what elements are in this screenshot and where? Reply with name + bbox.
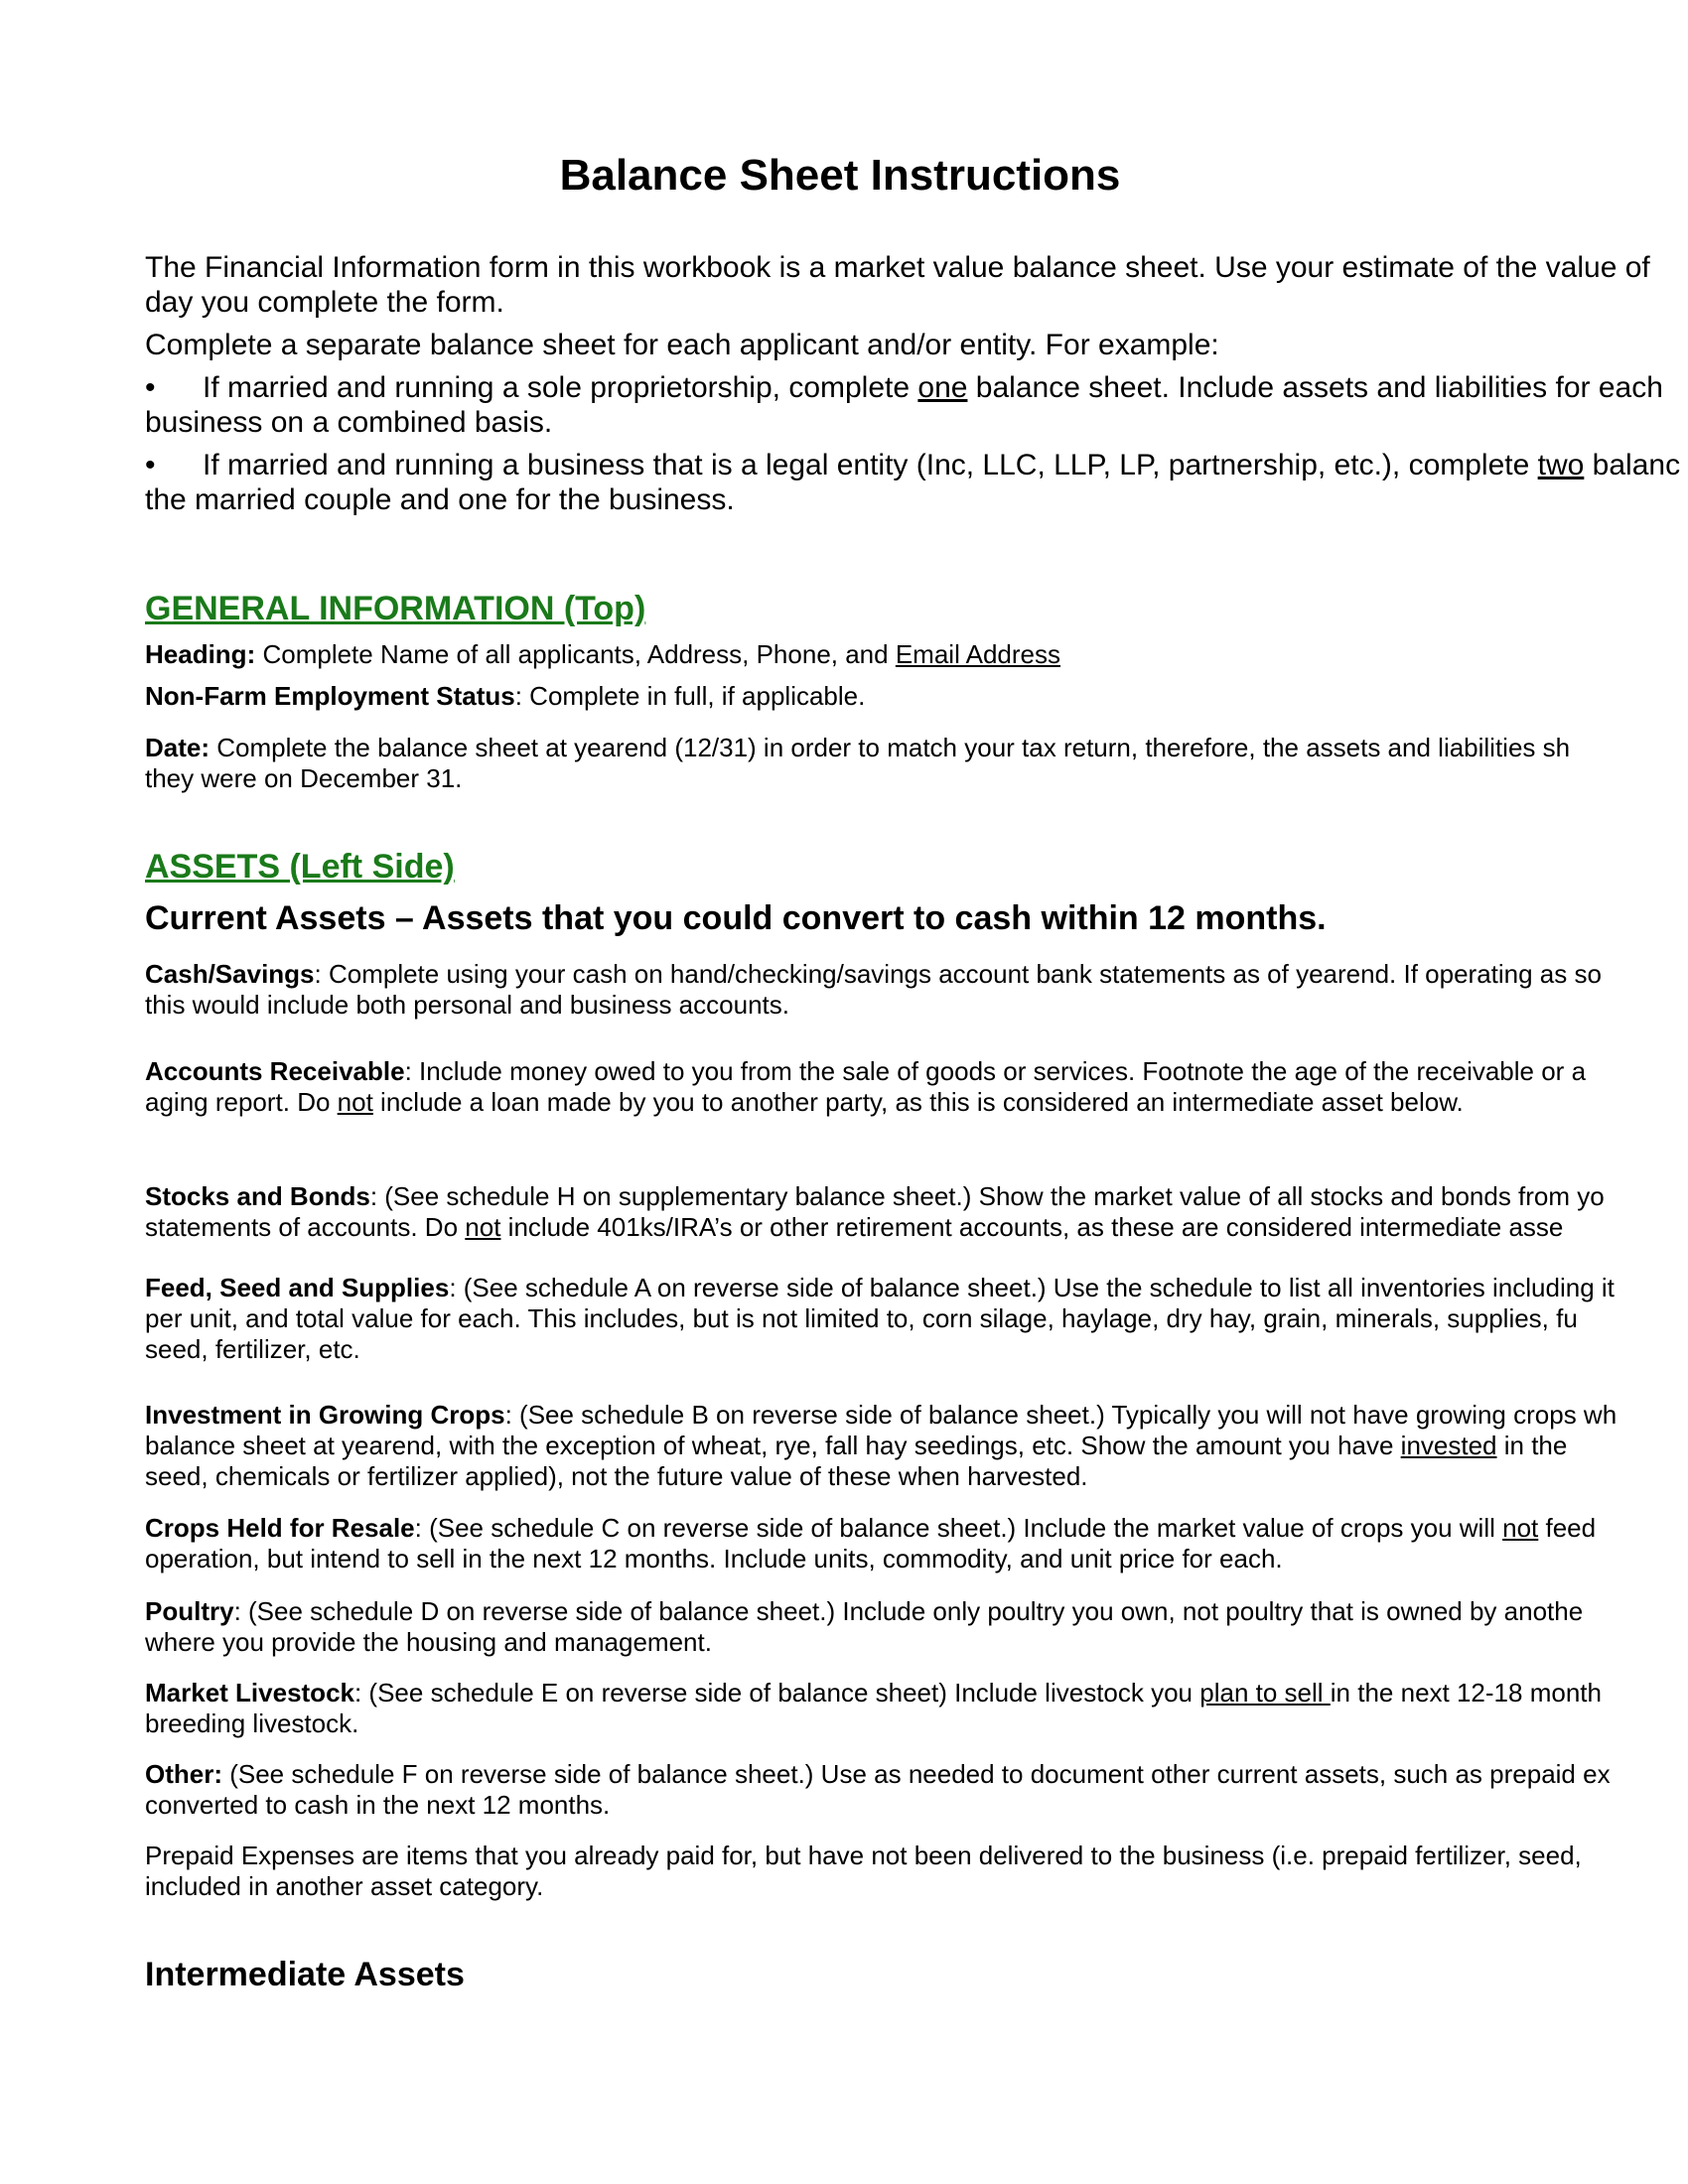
bullet-icon: • xyxy=(145,371,156,404)
emphasis-text: not xyxy=(1502,1513,1539,1543)
bullet-text: If married and running a sole proprietorship, complete xyxy=(203,371,918,404)
intro-paragraph xyxy=(145,250,1680,320)
intro-section xyxy=(145,250,1680,525)
field-text: : (See schedule C on reverse side of balance sheet.) Include the market value of crops you will xyxy=(414,1513,1503,1543)
field-text: : (See schedule H on supplementary balance sheet.) Show the market value of all stocks and bonds from yo xyxy=(369,1181,1605,1211)
field-text: Complete the balance sheet at yearend (12/31) in order to match your tax return, therefore, the assets and liabilities sh xyxy=(210,733,1571,762)
section-heading-assets: ASSETS (Left Side) xyxy=(145,848,455,886)
field-label: Accounts Receivable xyxy=(145,1056,405,1086)
bullet-text: balance sheet. Include assets and liabilities for each xyxy=(967,371,1663,404)
field-text: Prepaid Expenses are items that you already paid for, but have not been delivered to the business (i.e. prepaid fertilizer, seed, xyxy=(145,1841,1582,1870)
field-text: : Complete in full, if applicable. xyxy=(514,681,866,711)
general-heading-item xyxy=(145,639,1060,670)
bullet-icon: • xyxy=(145,449,156,481)
field-text: converted to cash in the next 12 months. xyxy=(145,1790,611,1820)
cash-savings-item xyxy=(145,959,1602,1021)
growing-crops-item xyxy=(145,1400,1617,1492)
field-text: : (See schedule D on reverse side of balance sheet.) Include only poultry you own, not poultry that is owned by anothe xyxy=(233,1596,1584,1626)
field-text: : (See schedule E on reverse side of balance sheet) Include livestock you xyxy=(353,1678,1200,1707)
emphasis-text: Email Address xyxy=(895,639,1061,669)
field-text: : (See schedule A on reverse side of balance sheet.) Use the schedule to list all inventories including it xyxy=(449,1273,1615,1302)
intro-paragraph-entity: Complete a separate balance sheet for each applicant and/or entity. For example: xyxy=(145,329,1219,361)
emphasis-text: one xyxy=(917,371,968,404)
field-text: balance sheet at yearend, with the exception of wheat, rye, fall hay seedings, etc. Show the amount you have xyxy=(145,1431,1401,1460)
intermediate-assets-heading: Intermediate Assets xyxy=(145,1956,465,1993)
field-label: Poultry xyxy=(145,1596,234,1626)
intro-text: day you complete the form. xyxy=(145,286,504,319)
bullet-text: business on a combined basis. xyxy=(145,406,553,439)
prepaid-expenses-item xyxy=(145,1841,1582,1902)
field-text: in the next 12-18 month xyxy=(1330,1678,1602,1707)
field-label: Date: xyxy=(145,733,211,762)
market-livestock-item xyxy=(145,1678,1602,1739)
field-text: : Complete using your cash on hand/checking/savings account bank statements as of yearend. If operating as so xyxy=(314,959,1602,989)
intro-text: The Financial Information form in this workbook is a market value balance sheet. Use your estimate of the value of xyxy=(145,251,1650,284)
nonfarm-employment-item xyxy=(145,681,865,712)
bullet-item-sole-proprietorship xyxy=(145,370,1680,440)
field-label: Crops Held for Resale xyxy=(145,1513,415,1543)
poultry-item xyxy=(145,1596,1583,1658)
bullet-text: the married couple and one for the business. xyxy=(145,483,735,516)
section-heading-general: GENERAL INFORMATION (Top) xyxy=(145,590,646,627)
field-text: Complete Name of all applicants, Address, Phone, and xyxy=(255,639,896,669)
field-label: Heading: xyxy=(145,639,256,669)
field-text: they were on December 31. xyxy=(145,763,463,793)
field-text: : (See schedule B on reverse side of balance sheet.) Typically you will not have growing crops wh xyxy=(504,1400,1618,1430)
accounts-receivable-item xyxy=(145,1056,1586,1118)
bullet-text: If married and running a business that is a legal entity (Inc, LLC, LLP, LP, partnership, etc.), complete xyxy=(203,449,1538,481)
field-text: breeding livestock. xyxy=(145,1708,359,1738)
field-text: statements of accounts. Do xyxy=(145,1212,466,1242)
field-text: in the xyxy=(1496,1431,1568,1460)
bullet-text: balanc xyxy=(1584,449,1681,481)
stocks-bonds-item xyxy=(145,1181,1605,1243)
field-label: Cash/Savings xyxy=(145,959,315,989)
current-assets-heading: Current Assets – Assets that you could convert to cash within 12 months. xyxy=(145,899,1327,937)
field-text: this would include both personal and business accounts. xyxy=(145,990,789,1020)
field-text: : Include money owed to you from the sale of goods or services. Footnote the age of the receivable or a xyxy=(404,1056,1587,1086)
field-text: where you provide the housing and management. xyxy=(145,1627,712,1657)
field-text: (See schedule F on reverse side of balance sheet.) Use as needed to document other current assets, such as prepaid ex xyxy=(222,1759,1611,1789)
field-text: operation, but intend to sell in the next 12 months. Include units, commodity, and unit price for each. xyxy=(145,1544,1283,1573)
date-item xyxy=(145,733,1570,794)
field-text: per unit, and total value for each. This includes, but is not limited to, corn silage, haylage, dry hay, grain, minerals, supplies, fu xyxy=(145,1303,1578,1333)
field-text: include 401ks/IRA’s or other retirement accounts, as these are considered intermediate asse xyxy=(500,1212,1564,1242)
bullet-item-legal-entity xyxy=(145,448,1680,517)
field-label: Market Livestock xyxy=(145,1678,354,1707)
field-text: seed, fertilizer, etc. xyxy=(145,1334,360,1364)
field-text: include a loan made by you to another party, as this is considered an intermediate asset below. xyxy=(372,1087,1464,1117)
field-label: Investment in Growing Crops xyxy=(145,1400,505,1430)
emphasis-text: two xyxy=(1537,449,1585,481)
field-text: aging report. Do xyxy=(145,1087,338,1117)
field-label: Stocks and Bonds xyxy=(145,1181,370,1211)
field-label: Other: xyxy=(145,1759,222,1789)
field-label: Non-Farm Employment Status xyxy=(145,681,515,711)
page-title: Balance Sheet Instructions xyxy=(559,151,1121,200)
field-label: Feed, Seed and Supplies xyxy=(145,1273,450,1302)
crops-resale-item xyxy=(145,1513,1596,1574)
field-text: feed xyxy=(1538,1513,1597,1543)
emphasis-text: invested xyxy=(1400,1431,1497,1460)
emphasis-text: plan to sell xyxy=(1199,1678,1331,1707)
emphasis-text: not xyxy=(465,1212,501,1242)
feed-seed-supplies-item xyxy=(145,1273,1615,1365)
field-text: included in another asset category. xyxy=(145,1871,544,1901)
field-text: seed, chemicals or fertilizer applied), not the future value of these when harvested. xyxy=(145,1461,1088,1491)
other-assets-item xyxy=(145,1759,1611,1821)
emphasis-text: not xyxy=(337,1087,373,1117)
